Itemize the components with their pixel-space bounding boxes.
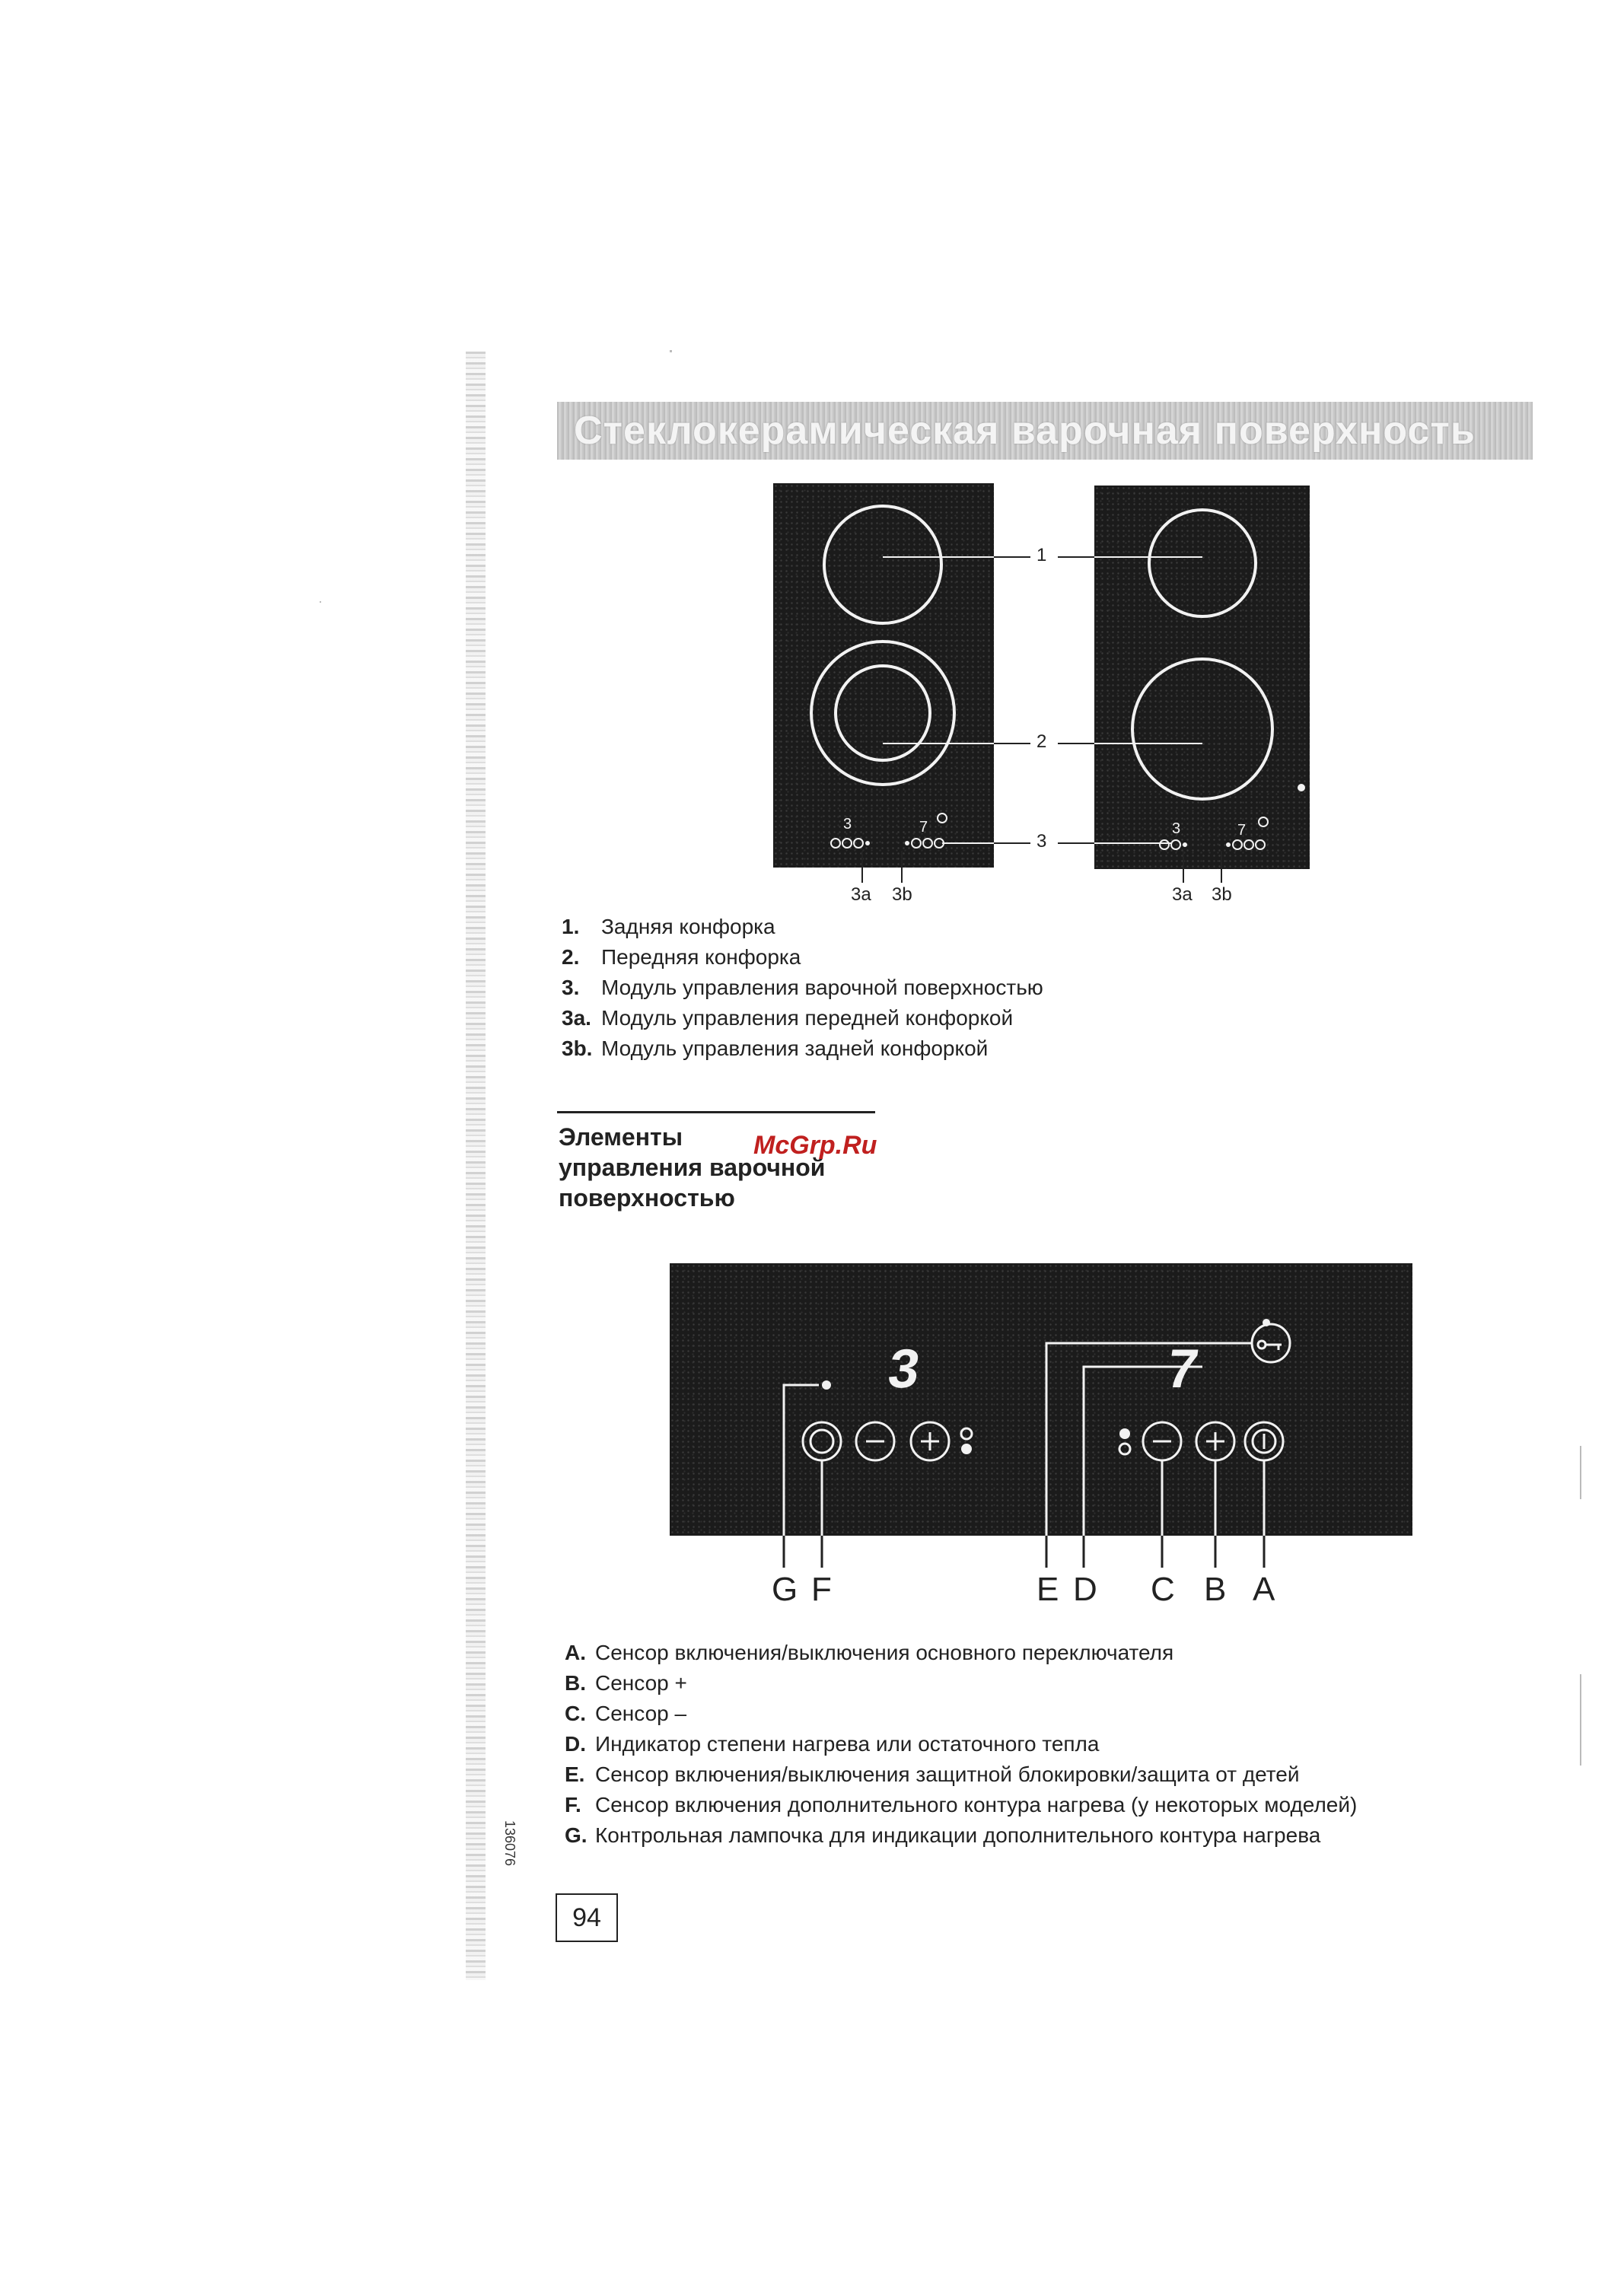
legend-letter: E.: [565, 1762, 585, 1786]
leader-lines-outer: [784, 1536, 1264, 1568]
legend-letter: F.: [565, 1793, 581, 1817]
page-title: Стеклокерамическая варочная поверхность: [574, 409, 1476, 453]
legend-text: Сенсор включения/выключения защитной блокировки/защита от детей: [595, 1762, 1300, 1786]
control-label-b: B: [1204, 1571, 1227, 1608]
list-item: [565, 1790, 1357, 1820]
indicator-lamp-icon: [1119, 1428, 1130, 1439]
list-item-text: Задняя конфорка: [601, 915, 775, 938]
sub-label-3b-left: 3b: [892, 884, 912, 905]
list-item: [565, 1638, 1357, 1668]
mini-display-right-b: 7: [1237, 822, 1247, 839]
extra-circuit-lamp-icon: [822, 1380, 831, 1390]
legend-text: Сенсор включения/выключения основного переключателя: [595, 1641, 1174, 1664]
power-sensor-icon: [1245, 1422, 1283, 1460]
list-item-text: Передняя конфорка: [601, 945, 801, 969]
legend-text: Сенсор –: [595, 1702, 687, 1725]
section-heading-line: Элементы: [559, 1123, 683, 1151]
callout-number-2: 2: [1036, 731, 1047, 752]
legend-letter: B.: [565, 1671, 586, 1695]
mini-display-left-b: 7: [919, 819, 928, 836]
list-item: [565, 1820, 1357, 1851]
list-item-number: 3a.: [562, 1006, 591, 1030]
section-heading-line: управления варочной: [559, 1154, 826, 1181]
callout-number-3: 3: [1036, 831, 1047, 852]
control-label-f: F: [811, 1571, 832, 1608]
legend-text: Сенсор +: [595, 1671, 687, 1695]
minus-sensor-left-icon: [856, 1422, 894, 1460]
list-item-text: Модуль управления задней конфоркой: [601, 1036, 989, 1060]
list-item-text: Модуль управления передней конфоркой: [601, 1006, 1014, 1030]
list-item-number: 1.: [562, 915, 580, 938]
page-number: [556, 1893, 618, 1942]
indicator-lamp-icon: [961, 1444, 972, 1454]
list-item: [565, 1699, 1357, 1729]
lock-indicator-dot: [1263, 1319, 1270, 1326]
control-label-a: A: [1253, 1571, 1275, 1608]
list-item-text: Модуль управления варочной поверхностью: [601, 976, 1043, 999]
section-heading-line: поверхностью: [559, 1184, 735, 1212]
sub-label-3a-right: 3a: [1172, 884, 1193, 905]
controls-legend: [565, 1638, 1357, 1851]
mini-display-left-a: 3: [843, 816, 852, 833]
mini-display-right-a: 3: [1172, 820, 1181, 837]
lock-sensor-icon: [1252, 1324, 1290, 1362]
legend-letter: C.: [565, 1702, 586, 1725]
control-label-g: G: [772, 1571, 798, 1608]
extra-circuit-sensor-icon: [803, 1422, 841, 1460]
indicator-lamp-icon: [961, 1428, 972, 1439]
control-display-left: 3: [884, 1339, 924, 1399]
legend-text: Сенсор включения дополнительного контура нагрева (у некоторых моделей): [595, 1793, 1358, 1817]
plus-sensor-icon: [1196, 1422, 1234, 1460]
list-item-number: 3.: [562, 976, 580, 999]
callout-number-1: 1: [1036, 545, 1047, 565]
list-item-number: 3b.: [562, 1036, 593, 1060]
legend-text: Индикатор степени нагрева или остаточного тепла: [595, 1732, 1100, 1756]
list-item: [565, 1729, 1357, 1759]
legend-letter: A.: [565, 1641, 586, 1664]
list-item: [565, 1759, 1357, 1790]
page-number-text: 94: [572, 1902, 601, 1932]
indicator-lamp-icon: [1119, 1444, 1130, 1454]
minus-sensor-icon: [1143, 1422, 1181, 1460]
legend-text: Контрольная лампочка для индикации дополнительного контура нагрева: [595, 1823, 1321, 1847]
control-label-c: C: [1151, 1571, 1175, 1608]
list-item-number: 2.: [562, 945, 580, 969]
control-display-right: 7: [1163, 1339, 1202, 1399]
sub-label-3a-left: 3a: [851, 884, 871, 905]
watermark: McGrp.Ru: [753, 1131, 877, 1160]
sub-label-3b-right: 3b: [1212, 884, 1232, 905]
list-item: [565, 1668, 1357, 1699]
legend-letter: D.: [565, 1732, 586, 1756]
legend-letter: G.: [565, 1823, 588, 1847]
control-label-d: D: [1073, 1571, 1097, 1608]
plus-sensor-left-icon: [911, 1422, 949, 1460]
control-label-e: E: [1036, 1571, 1059, 1608]
document-number: 136076: [502, 1820, 517, 1867]
